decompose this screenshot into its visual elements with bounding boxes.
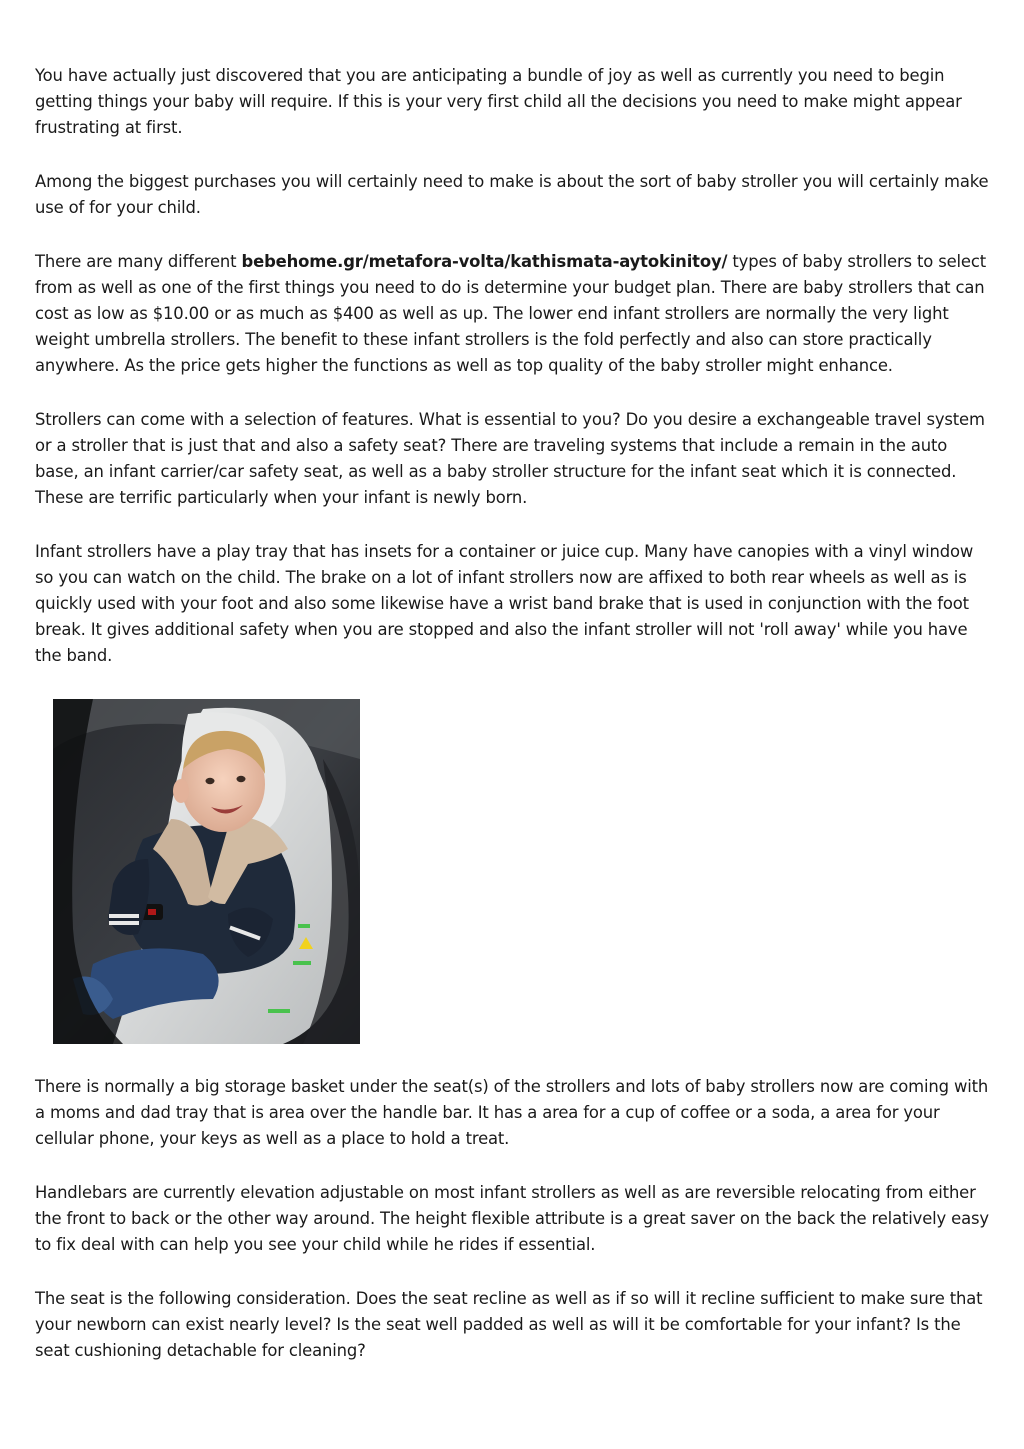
paragraph-2: Among the biggest purchases you will certainly need to make is about the sort of baby stroller you will certainly make use of for your child. [35, 172, 989, 217]
paragraph-6: There is normally a big storage basket under the seat(s) of the strollers and lots of baby strollers now are coming with a moms and dad tray that is area over the handle bar. It has a area for a cup of coffee or a soda, a area for your cellular phone, your keys as well as a place to hold a treat. [35, 1077, 989, 1148]
car-seat-photo [53, 699, 360, 1044]
keyword-link[interactable]: bebehome.gr/metafora-volta/kathismata-aytokinitoy/ [241, 252, 728, 271]
paragraph-7: Handlebars are currently elevation adjustable on most infant strollers as well as are reversible relocating from either the front to back or the other way around. The height flexible attribute is a great saver on the back the relatively easy to fix deal with can help you see your child while he rides if essential. [35, 1183, 989, 1254]
paragraph-3-rest: types of baby strollers to select from as well as one of the first things you need to do is determine your budget plan. There are baby strollers that can cost as low as $10.00 or as much as $400 as well as up. The lower end infant strollers are normally the very light weight umbrella strollers. The benefit to these infant strollers is the fold perfectly and also can store practically anywhere. As the price gets higher the functions as well as top quality of the baby stroller might enhance. [35, 252, 986, 375]
paragraph-3-lead: There are many different [35, 252, 242, 271]
paragraph-4: Strollers can come with a selection of features. What is essential to you? Do you desire a exchangeable travel system or a stroller that is just that and also a safety seat? There are traveling systems that include a remain in the auto base, an infant carrier/car safety seat, as well as a baby stroller structure for the infant seat which it is connected. These are terrific particularly when your infant is newly born. [35, 410, 985, 507]
article-body [35, 63, 995, 1392]
paragraph-5: Infant strollers have a play tray that has insets for a container or juice cup. Many have canopies with a vinyl window so you can watch on the child. The brake on a lot of infant strollers now are affixed to both rear wheels as well as is quickly used with your foot and also some likewise have a wrist band brake that is used in conjunction with the foot break. It gives additional safety when you are stopped and also the infant stroller will not 'roll away' while you have the band. [35, 542, 974, 665]
paragraph-3 [35, 249, 995, 379]
paragraph-8: The seat is the following consideration. Does the seat recline as well as if so will it recline sufficient to make sure that your newborn can exist nearly level? Is the seat well padded as well as will it be comfortable for your infant? Is the seat cushioning detachable for cleaning? [35, 1289, 983, 1360]
paragraph-1: You have actually just discovered that you are anticipating a bundle of joy as well as currently you need to begin getting things your baby will require. If this is your very first child all the decisions you need to make might appear frustrating at first. [35, 66, 962, 137]
car-seat-photo-illustration [53, 699, 360, 1044]
